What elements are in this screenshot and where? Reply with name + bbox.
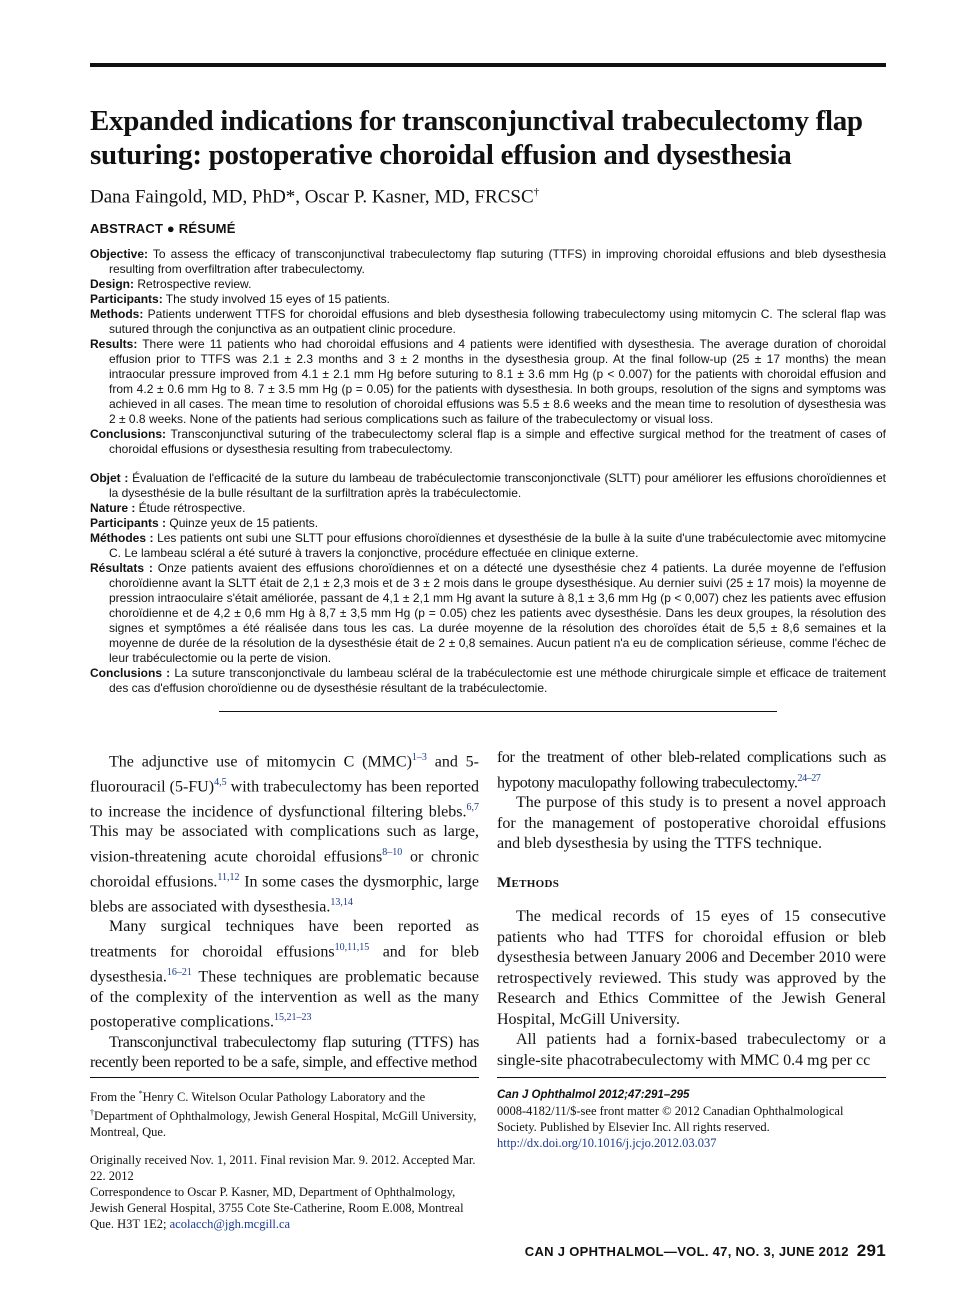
abstract-label: Méthodes : <box>90 531 154 545</box>
abstract-section <box>90 247 886 277</box>
dagger-mark: † <box>533 186 540 198</box>
abstract-heading: ABSTRACT ● RÉSUMÉ <box>90 221 236 236</box>
author-line <box>90 180 539 209</box>
purpose-paragraph: The purpose of this study is to present a novel approach for the management of postoperative choroidal effusions and bleb dysesthesia by using the TTFS technique. <box>497 794 886 853</box>
authors: Dana Faingold, MD, PhD*, Oscar P. Kasner, MD, FRCSC <box>90 186 534 208</box>
body-text: or chronic choroidal effusions. <box>90 848 480 891</box>
abstract-divider <box>219 711 777 712</box>
intro-paragraph-3: Transconjunctival trabeculectomy flap suturing (TTFS) has recently been reported to be a safe, simple, and effective method <box>90 1033 479 1072</box>
body-text: for the treatment of other bleb-related complications such as hypotony maculopathy following trabeculectomy. <box>497 749 886 791</box>
correspondence-text: Correspondence to Oscar P. Kasner, MD, Department of Ophthalmology, Jewish General Hospital, 3755 Cote Ste-Catherine, Room E.008, Montreal Que. H3T 1E2; <box>90 1185 464 1232</box>
intro-paragraph-2 <box>90 917 479 1032</box>
journal-name: Can J Ophthalmol <box>497 1089 596 1101</box>
email-link[interactable]: acolacch@jgh.mcgill.ca <box>169 1217 291 1232</box>
citation-ref[interactable]: 1–3 <box>411 752 427 763</box>
methods-paragraph-2: All patients had a fornix-based trabeculectomy or a single-site phacotrabeculectomy with MMC 0.4 mg per cc <box>497 1031 886 1069</box>
abstract-section <box>90 337 886 427</box>
abstract-text: Onze patients avaient des effusions choroïdiennes et on a détecté une dysesthésie chez 4 patients. La durée moyenne de l'effusion choroïdienne avant la SLTT était de 2,1 ± 2,3 mois et de 3 ± 2 mois dans le groupe dysesthésique. Au dernier suivi (25 ± 17 mois) la moyenne de pression intraoculaire s'était améliorée, passant de 4,1 ± 2,1 mm Hg avant la suture à 8,1 ± 3,6 mm Hg (p < 0,007) chez les patients avec effusion choroïdienne et de 4,2 ± 0,6 mm Hg à 8,7 ± 3,5 mm Hg (p = 0.05) chez les patients avec dysesthésie. Dans les deux groupes, la résolution des signes et symptômes a été réalisée dans tous les cas. La durée moyenne de la résolution des choroïdes était de 5,5 ± 8,6 semaines et la moyenne de durée de la résolution de la dysesthésie était de 2 ± 0,8 semaines. Aucun patient n'a eu de complication sérieuse, comme l'échec de leur trabéculectomie ou la perte de vision. <box>109 561 886 665</box>
citation-ref[interactable]: 11,12 <box>217 871 240 883</box>
intro-paragraph-1 <box>90 748 479 917</box>
page-number: 291 <box>856 1241 886 1260</box>
copyright: 0008-4182/11/$-see front matter © 2012 Canadian Ophthalmological Society. Published by Elsevier Inc. All rights reserved. <box>497 1104 844 1134</box>
abstract-section <box>90 292 886 307</box>
star-mark: * <box>138 1089 143 1098</box>
affiliation-footnote <box>90 1086 479 1232</box>
citation-ref[interactable]: 24–27 <box>797 772 821 784</box>
abstract-text: Étude rétrospective. <box>135 501 246 515</box>
abstract-text: Quinze yeux de 15 patients. <box>166 516 319 530</box>
abstract-label: Participants: <box>90 292 163 306</box>
abstract-text: Les patients ont subi une SLTT pour effusions choroïdiennes et dysesthésie de la bulle à la suite d'une trabéculectomie avec mitomycine C. Le lambeau scléral a été suturé à travers la conjonctive, procédure effectuée en clinique externe. <box>109 531 886 560</box>
doi-link[interactable]: http://dx.doi.org/10.1016/j.jcjo.2012.03.037 <box>497 1136 717 1150</box>
abstract-label: Résultats : <box>90 561 153 575</box>
abstract-label: Results: <box>90 337 138 351</box>
received-dates: Originally received Nov. 1, 2011. Final revision Mar. 9. 2012. Accepted Mar. 22. 2012 <box>90 1153 476 1184</box>
abstract-section <box>90 531 886 561</box>
correspondence <box>90 1184 479 1232</box>
abstract-french <box>90 471 886 696</box>
abstract-label: Objet : <box>90 471 129 485</box>
abstract-text: Patients underwent TTFS for choroidal effusions and bleb dysesthesia following trabeculectomy using mitomycin C. The scleral flap was sutured through the conjunctiva as an outpatient clinic procedure. <box>109 307 886 336</box>
footnote-rule-left <box>90 1077 479 1078</box>
body-text: and 5-fluorouracil (5-FU) <box>90 753 480 796</box>
citation-ref[interactable]: 10,11,15 <box>334 941 370 953</box>
abstract-label: Conclusions: <box>90 427 167 441</box>
body-column-right <box>497 748 886 1071</box>
abstract-text: Retrospective review. <box>134 277 252 291</box>
affiliation-text: Department of Ophthalmology, Jewish General Hospital, McGill University, Montreal, Que. <box>90 1109 477 1140</box>
methods-heading: Methods <box>497 874 560 891</box>
abstract-section <box>90 277 886 292</box>
intro-paragraph-continued <box>497 748 886 793</box>
citation-ref[interactable]: 6,7 <box>466 801 479 813</box>
abstract-label: Participants : <box>90 516 167 530</box>
citation-ref[interactable]: 4,5 <box>214 776 227 788</box>
citation-line <box>497 1086 886 1103</box>
body-text: with trabeculectomy has been reported to increase the incidence of dysfunctional filtering blebs. <box>90 778 479 820</box>
affiliation-text: Henry C. Witelson Ocular Pathology Laboratory and the <box>142 1090 426 1105</box>
methods-paragraph-1: The medical records of 15 eyes of 15 consecutive patients who had TTFS for choroidal effusion or bleb dysesthesia between January 2006 and December 2010 were retrospectively reviewed. This study was approved by the Research and Ethics Committee of the Jewish General Hospital, McGill University. <box>497 908 886 1028</box>
abstract-section <box>90 427 886 457</box>
abstract-text: There were 11 patients who had choroidal effusions and 4 patients were identified with dysesthesia. The average duration of choroidal effusion prior to TTFS was 2.1 ± 2.3 months and 3 ± 2 months in the dysesthesia group. At the final follow-up (25 ± 17 months) the mean intraocular pressure improved from 4.1 ± 2.1 mm Hg before suturing to 8.1 ± 3.6 mm Hg (p < 0.007) for the patients with choroidal effusion and from 4.2 ± 0.6 mm Hg to 8. 7 ± 3.5 mm Hg (p = 0.05) for the patients with dysesthesia. In both groups, resolution of the signs and symptoms was achieved in all cases. The mean time to resolution of choroidal effusions was 5.5 ± 8.6 weeks and the mean time to resolution of dysesthesia was 2 ± 0.8 weeks. None of the patients had serious complications such as failure of the trabeculectomy or visual loss. <box>109 337 886 426</box>
citation-ref[interactable]: 8–10 <box>382 846 403 858</box>
affiliation-text: From the <box>90 1090 139 1105</box>
body-text: Many surgical techniques have been reported as treatments for choroidal effusions <box>90 918 479 961</box>
citation-ref[interactable]: 15,21–23 <box>273 1012 312 1024</box>
body-text: This may be associated with complications such as large, vision-threatening acute choroidal effusions <box>90 823 479 866</box>
abstract-text: Évaluation de l'efficacité de la suture du lambeau de trabéculectomie transconjonctivale (SLTT) pour améliorer les effusions choroïdiennes et la dysesthésie de la bulle résultant de la surfiltration après la trabéculectomie. <box>109 471 886 500</box>
abstract-section <box>90 561 886 666</box>
body-text: The adjunctive use of mitomycin C (MMC) <box>109 753 412 771</box>
abstract-english <box>90 247 886 457</box>
running-footer <box>525 1241 886 1261</box>
body-text: These techniques are problematic because of the complexity of the intervention as well as the many postoperative complications. <box>90 968 479 1031</box>
abstract-text: To assess the efficacy of transconjunctival trabeculectomy flap suturing (TTFS) in improving choroidal effusions and bleb dysesthesia resulting from overfiltration after trabeculectomy. <box>109 247 886 276</box>
abstract-section <box>90 516 886 531</box>
abstract-section <box>90 471 886 501</box>
journal-footnote <box>497 1086 886 1151</box>
affiliation <box>90 1086 479 1140</box>
body-column-left <box>90 748 479 1074</box>
abstract-text: Transconjunctival suturing of the trabeculectomy scleral flap is a simple and effective surgical method for the treatment of cases of choroidal effusions or dysesthesia resulting from trabeculectomy. <box>109 427 886 456</box>
citation-ref[interactable]: 16–21 <box>166 966 192 978</box>
abstract-label: Objective: <box>90 247 149 261</box>
abstract-label: Design: <box>90 277 135 291</box>
abstract-section <box>90 666 886 696</box>
body-text: In some cases the dysmorphic, large blebs are associated with dysesthesia. <box>90 873 479 915</box>
abstract-section <box>90 307 886 337</box>
abstract-text: The study involved 15 eyes of 15 patients. <box>162 292 390 306</box>
abstract-label: Nature : <box>90 501 136 515</box>
abstract-section <box>90 501 886 516</box>
citation-ref[interactable]: 13,14 <box>330 896 353 908</box>
journal-issue: CAN J OPHTHALMOL—VOL. 47, NO. 3, JUNE 2012 <box>524 1244 849 1259</box>
citation: 2012;47:291–295 <box>595 1089 690 1101</box>
body-text: and for bleb dysesthesia. <box>90 943 479 986</box>
article-title: Expanded indications for transconjunctival trabeculectomy flap suturing: postoperative choroidal effusion and dysesthesia <box>90 105 863 171</box>
abstract-label: Conclusions : <box>90 666 171 680</box>
abstract-text: La suture transconjonctivale du lambeau scléral de la trabéculectomie est une méthode chirurgicale simple et efficace de traitement des cas d'effusion choroïdienne ou de dysesthésie résultant de la trabéculectomie. <box>109 666 886 695</box>
abstract-label: Methods: <box>90 307 144 321</box>
dagger-mark: † <box>90 1108 94 1118</box>
footnote-rule-right <box>497 1077 886 1078</box>
top-rule <box>90 63 886 67</box>
